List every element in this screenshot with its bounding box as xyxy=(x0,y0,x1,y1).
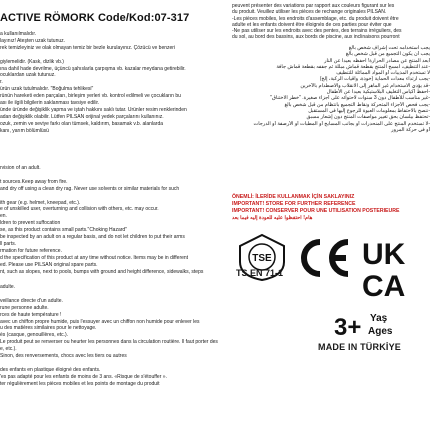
arabic-instruction-line: -يجب فحص الأجزاء المتحركة ونقاط التجميع بانتظام من قبل شخص بالغ xyxy=(284,101,430,108)
turkish-instruction-line: rek temizleyiniz ve olak olmayan temiz bir bezle kurulayınız. Çözücü ve benzeri xyxy=(0,44,176,51)
arabic-instruction-line: أو في حركة المرور xyxy=(391,126,430,133)
french-instruction-line: adulte et les enfants doivent être éloignés de ces parties pour éviter que xyxy=(232,21,392,28)
english-instruction-line: and dry off using a clean dry rag. Never use solvents or similar materials for such xyxy=(0,185,180,192)
arabic-instruction-line: -تحتفظ بيلسان بحق تغيير مواصفات المنتج دون إشعار مسبق xyxy=(306,114,430,121)
french-instructions-continued xyxy=(232,3,430,41)
tse-standard-code: TS EN 71-1 xyxy=(236,268,284,278)
arabic-instruction-line: -احفظ أكياس التغليف البلاستيكية بعيدا عن الأطفال xyxy=(326,89,430,96)
turkish-instruction-line: kanı, yarım bölümlüsü xyxy=(0,127,49,134)
french-instructions xyxy=(0,284,230,388)
turkish-instruction-line: giylemelidir. (Kask, dizlik vb.) xyxy=(0,58,64,65)
french-instruction-line: -Les pièces mobiles, les endroits d'assemblage, etc. du produit doivent être xyxy=(232,15,399,22)
english-instruction-line xyxy=(0,172,230,179)
age-number: 3+ xyxy=(334,314,362,340)
warning-tr: ÖNEMLİ: İLERİDE KULLANMAK İÇİN SAKLAYINIZ xyxy=(232,194,355,200)
arabic-instructions xyxy=(232,45,430,133)
english-instruction-line: nt, such as slopes, next to pools, bumps with ground and height difference, sidewalks, steps xyxy=(0,268,204,275)
arabic-instruction-line: -لا تستخدم المنتج على المنحدرات أو بجانب المسابح أو المطبات أو الأرصفة أو الدرجات xyxy=(253,120,430,127)
arabic-instruction-line: يجب أن يكون التجميع من قبل شخص بالغ xyxy=(345,51,430,58)
arabic-instruction-line: -يجب ارتداء معدات الحماية (خوذة، واقيات الركبة، إلخ) xyxy=(319,76,430,83)
french-instruction-line: Le produit peut se renverser ou heurter les personnes dans la circulation routière. Il faut porter des xyxy=(0,339,218,346)
french-instruction-line: adulte. xyxy=(0,284,16,290)
svg-text:TSE: TSE xyxy=(252,253,272,264)
turkish-instruction-line: ına dahil hade devrilme, üçüncü şahıslarla çarpışma vb. kazalar meydana getirebilir. xyxy=(0,65,186,72)
turkish-instruction-line xyxy=(0,52,230,59)
french-instruction-line: ès (casque, genouillères, etc.). xyxy=(0,332,69,339)
french-instruction-line: 'es pas adapté pour les enfants de moins de 3 ans. «Risque de s'étouffer ». xyxy=(0,373,167,380)
arabic-instruction-line: يجب استخدامه تحت إشراف شخص بالغ xyxy=(348,45,430,51)
english-instruction-line: ll parts. xyxy=(0,240,17,247)
turkish-instruction-line: ozuk, zemin ve seviye farkı olan tümsek, kaldırım, basamak v.b. alanlarda xyxy=(0,120,164,127)
arabic-instruction-line: -غير مناسب للأطفال دون 3 سنوات لاحتوائه على أجزاء صغيرة. "خطر الاختناق" xyxy=(270,95,430,102)
certification-marks xyxy=(232,228,430,358)
english-instructions xyxy=(0,165,230,276)
turkish-instruction-line: ünde üründe değişiklik yapma ve iştah hakkını saklı tutar. Ürünler resim renklerinden xyxy=(0,106,187,113)
turkish-instruction-line: r. xyxy=(0,79,3,86)
english-instruction-line: d the specification of this product at any time without notice. Items may be in different xyxy=(0,254,189,261)
french-instruction-line: rces de haute température ! xyxy=(0,311,62,318)
turkish-instruction-line: adan değişiklik olabilir. Lütfen PILSAN orijinal yedek parçalarını kullanınız. xyxy=(0,113,164,120)
french-instruction-line: du sol, au bord des bassins, aux bords de piscine, aux inclinaisons pourront xyxy=(232,34,400,41)
product-title: ACTIVE RÖMORK Code/Kod:07-317 xyxy=(0,12,190,24)
age-label-tr: Yaş xyxy=(370,313,388,324)
tse-mark-icon xyxy=(236,232,288,290)
turkish-instruction-line: layınız! Ateşten uzak tutunuz. xyxy=(0,37,66,44)
english-instruction-line: e of unskilled user, overturning and collision with others, etc. may occur. xyxy=(0,206,159,213)
english-instruction-line: ith gear (e.g. helmet, kneepad, etc.). xyxy=(0,199,81,206)
age-label-en: Ages xyxy=(368,326,393,337)
arabic-instruction-line: -ننصح بالاحتفاظ بمعلومات العبوة للرجوع إليها في المستقبل xyxy=(308,107,430,114)
french-instruction-line: ter régulièrement les pièces mobiles et les points de montage du produit xyxy=(0,380,160,387)
english-instruction-line: t sources.Keep away from fire. xyxy=(0,178,68,185)
ukca-top-text: UK xyxy=(362,238,406,271)
ukca-bottom-text: CA xyxy=(362,270,406,300)
english-instruction-line xyxy=(0,193,230,200)
english-instruction-line: ed. Please use PILSAN original spare parts. xyxy=(0,261,98,268)
arabic-instruction-line: أبعد المنتج عن مصادر الحرارة! احفظه بعيدا عن النار xyxy=(324,57,430,64)
age-warning-icon xyxy=(330,308,400,340)
arabic-instruction-line: -عند التنظيف، امسح المنتج بقطعة قماش مبللة ثم جففه بقطعة قماش جافة xyxy=(276,63,430,70)
warning-fr: IMPORTANT! CONSERVER POUR UNE UTILISATION POSTERIEURE xyxy=(232,208,400,214)
ce-mark-icon xyxy=(296,236,354,280)
turkish-instruction-line: ürün uzak tutulmalıdır. "Boğulma tehlikesi" xyxy=(0,86,94,93)
english-instruction-line: ldren to prevent suffocation xyxy=(0,220,61,227)
english-instruction-line: rmation for future reference. xyxy=(0,247,62,254)
turkish-instruction-line: ocuklardan uzak tutunuz. xyxy=(0,72,56,79)
english-instruction-line: se, as this product contains small parts."Choking Hazard" xyxy=(0,227,127,234)
french-instruction-line xyxy=(0,360,230,367)
arabic-instruction-line: -قد يؤدي الاستخدام غير الماهر إلى الانقلاب والاصطدام بالآخرين xyxy=(300,82,430,89)
french-instruction-line: du produit. Veuillez utiliser les pièces de rechange originales PILSAN. xyxy=(232,9,387,16)
turkish-instruction-line: rünün hareketi eden parçaları, birleşim yerleri vb. kontrol edilmeli ve çocukların bu xyxy=(0,93,181,100)
english-instruction-line: be inspected by an adult on a regular basis, and do not let children to put their arms xyxy=(0,234,185,241)
warning-ar: هام! احتفظوا عليه للعودة إليه فيما بعد xyxy=(232,215,313,221)
french-instruction-line: des enfants en plastique éloigné des enfants. xyxy=(0,366,101,373)
french-instruction-line: e, etc.). xyxy=(0,346,17,353)
arabic-instruction-line: لا تستخدم المذيبات أو المواد المماثلة للتنظيف xyxy=(336,70,430,77)
french-instruction-line: rune personne adulte. xyxy=(0,304,49,311)
french-instruction-line: veillance directe d'un adulte. xyxy=(0,297,63,304)
french-instruction-line: avec un chiffon propre humide, puis l'essuyer avec un chiffon non humide pour enlever les xyxy=(0,318,200,325)
warning-en: IMPORTANT! STORE FOR FURTHER REFERENCE xyxy=(232,201,356,207)
french-instruction-line: peuvent présenter des variations par rapport aux couleurs figurant sur les xyxy=(232,3,395,9)
english-instruction-line: rvision of an adult. xyxy=(0,165,41,171)
french-instruction-line: u des matières similaires pour le nettoyage. xyxy=(0,325,97,332)
french-instruction-line xyxy=(0,291,230,298)
important-notice xyxy=(232,194,430,222)
turkish-instructions xyxy=(0,31,230,135)
made-in-label: MADE IN TÜRKİYE xyxy=(318,342,402,352)
french-instruction-line: -Ne pas utiliser sur les endroits avec des pentes, des terrains irréguliers, des xyxy=(232,28,402,35)
french-instruction-line: Sinon, des renversements, chocs avec les tiers ou autres xyxy=(0,353,127,360)
turkish-instruction-line: ası ile ilgili bilgilerin saklanması tavsiye edilir. xyxy=(0,100,100,107)
turkish-instruction-line: a kullanılmalıdır. xyxy=(0,31,37,37)
english-instruction-line: en. xyxy=(0,213,7,220)
ukca-mark-icon xyxy=(360,234,426,300)
